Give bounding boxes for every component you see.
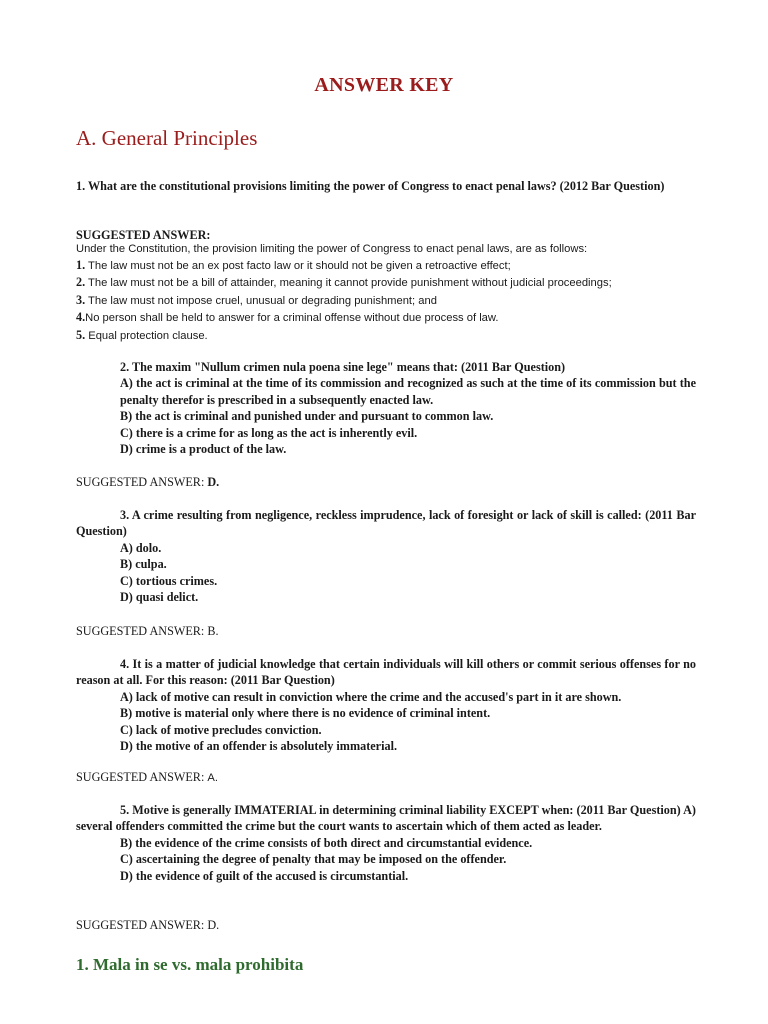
q2-suggested-answer: SUGGESTED ANSWER: D. <box>76 475 220 489</box>
option-b: B) the act is criminal and punished under and pursuant to common law. <box>120 409 494 424</box>
question-text: 2. The maxim "Nullum crimen nula poena sine lege" means that: (2011 Bar Question) <box>120 360 566 374</box>
question-text: 4. It is a matter of judicial knowledge that certain individuals will kill others or commit serious offenses for no reason at all. For this reason: (2011 Bar Question) <box>76 657 696 688</box>
option-b: B) motive is material only where there is no evidence of criminal intent. <box>120 706 491 721</box>
option-c: C) there is a crime for as long as the act is inherently evil. <box>120 425 418 440</box>
q1-answer-intro: Under the Constitution, the provision limiting the power of Congress to enact penal laws, are as follows: <box>76 243 588 255</box>
option-a: A) lack of motive can result in conviction where the crime and the accused's part in it are shown. <box>120 689 622 704</box>
option-a: A) dolo. <box>120 540 162 555</box>
subsection-heading: 1. Mala in se vs. mala prohibita <box>76 955 304 974</box>
question-text: 5. Motive is generally IMMATERIAL in determining criminal liability EXCEPT when: (2011 Bar Question) A) several offenders committed the crime but the court wants to ascertain which of them acted as leader. <box>76 803 696 834</box>
question-text: 3. A crime resulting from negligence, reckless imprudence, lack of foresight or lack of skill is called: (2011 Bar Question) <box>76 508 696 539</box>
question-2 <box>76 359 696 457</box>
answer-value: A. <box>207 772 218 784</box>
q1-answer-list <box>76 257 696 344</box>
option-b: B) culpa. <box>120 557 167 572</box>
option-c: C) lack of motive precludes conviction. <box>120 722 322 737</box>
option-c: C) tortious crimes. <box>120 573 218 588</box>
section-heading: A. General Principles <box>76 126 258 150</box>
answer-label: SUGGESTED ANSWER <box>76 770 201 784</box>
option-d: D) the evidence of guilt of the accused is circumstantial. <box>120 868 409 883</box>
list-item: 3. The law must not impose cruel, unusual or degrading punishment; and <box>76 292 437 307</box>
q5-suggested-answer: SUGGESTED ANSWER: D. <box>76 918 220 932</box>
answer-label: SUGGESTED ANSWER <box>76 475 201 489</box>
option-d: D) crime is a product of the law. <box>120 442 287 457</box>
question-1: 1. What are the constitutional provisions limiting the power of Congress to enact penal laws? (2012 Bar Question) <box>76 179 665 193</box>
list-item: 4.No person shall be held to answer for a criminal offense without due process of law. <box>76 310 499 325</box>
question-4 <box>76 656 696 754</box>
list-item: 5. Equal protection clause. <box>76 327 208 342</box>
list-item: 2. The law must not be a bill of attainder, meaning it cannot provide punishment without judicial proceedings; <box>76 275 612 290</box>
answer-value: D. <box>207 475 220 489</box>
q4-suggested-answer: SUGGESTED ANSWER: A. <box>76 770 218 784</box>
q1-answer-label: SUGGESTED ANSWER: <box>76 228 211 242</box>
question-3 <box>76 507 696 605</box>
page-title: ANSWER KEY <box>314 74 454 96</box>
option-d: D) quasi delict. <box>120 590 199 605</box>
question-5 <box>76 802 696 884</box>
option-b: B) the evidence of the crime consists of both direct and circumstantial evidence. <box>120 835 533 850</box>
option-c: C) ascertaining the degree of penalty that may be imposed on the offender. <box>120 852 507 867</box>
option-d: D) the motive of an offender is absolutely immaterial. <box>120 739 397 754</box>
q3-suggested-answer: SUGGESTED ANSWER: B. <box>76 624 219 638</box>
list-item: 1. The law must not be an ex post facto law or it should not be given a retroactive effect; <box>76 258 511 272</box>
option-a: A) the act is criminal at the time of its commission and recognized as such at the time of its commission but the penalty therefor is prescribed in a subsequently enacted law. <box>120 376 696 407</box>
